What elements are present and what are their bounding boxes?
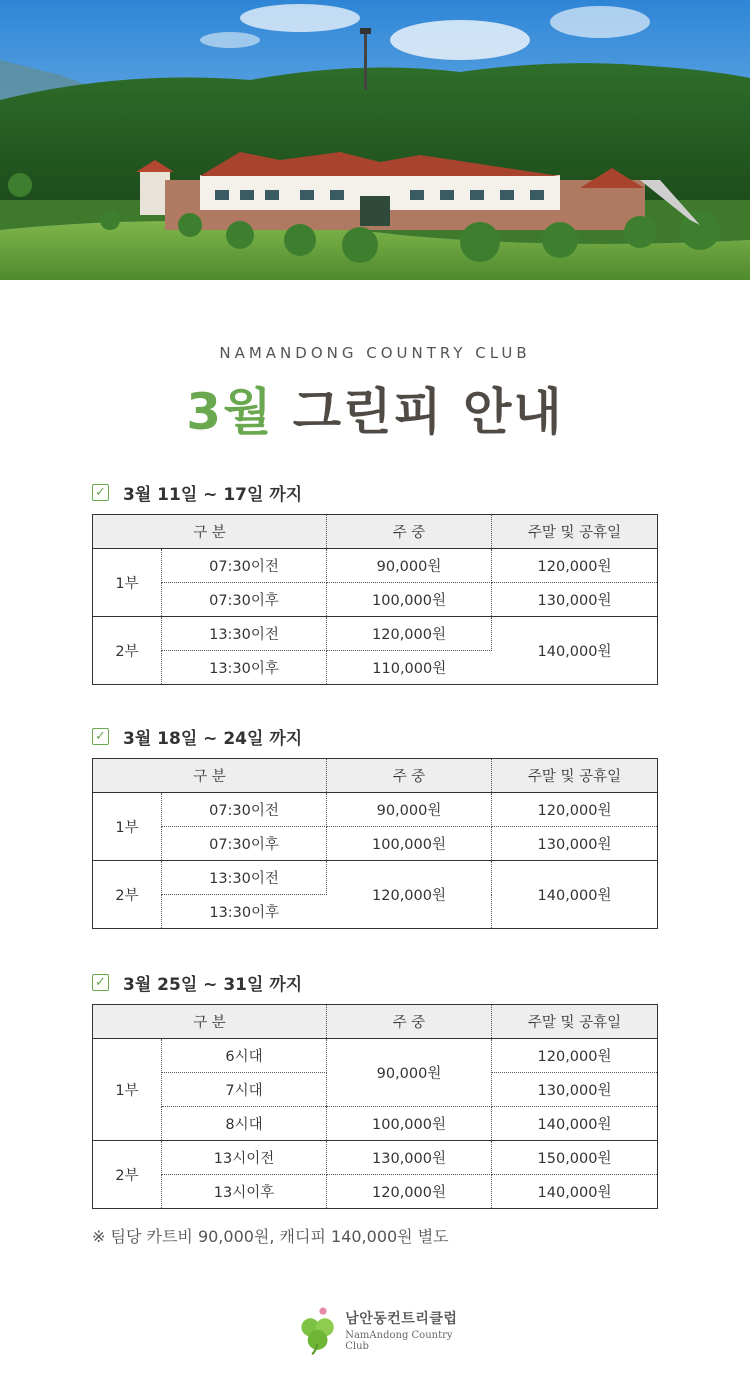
time-cell: 07:30이후 (162, 827, 327, 861)
weekend-price: 120,000원 (492, 1039, 658, 1073)
table-row (93, 1039, 658, 1073)
header-weekend: 주말 및 공휴일 (492, 759, 658, 793)
weekday-price: 120,000원 (327, 861, 492, 929)
weekend-price: 150,000원 (492, 1141, 658, 1175)
weekend-price: 140,000원 (492, 1107, 658, 1141)
weekday-price: 90,000원 (327, 549, 492, 583)
table-header-row (93, 515, 658, 549)
time-cell: 13:30이후 (162, 895, 327, 929)
clover-logo-icon (296, 1301, 339, 1359)
header-weekday: 주 중 (327, 515, 492, 549)
section-heading (92, 480, 657, 504)
weekend-price: 130,000원 (492, 1073, 658, 1107)
checkbox-check-icon: ✓ (92, 728, 109, 745)
header-weekend: 주말 및 공휴일 (492, 1005, 658, 1039)
time-cell: 13시이전 (162, 1141, 327, 1175)
fee-table (92, 1004, 658, 1209)
part-label: 1부 (93, 549, 162, 617)
time-cell: 07:30이후 (162, 583, 327, 617)
table-row (93, 583, 658, 617)
header-weekday: 주 중 (327, 1005, 492, 1039)
page-title (0, 372, 750, 444)
checkbox-check-icon: ✓ (92, 974, 109, 991)
weekend-price: 120,000원 (492, 549, 658, 583)
fee-table (92, 758, 658, 929)
table-row (93, 549, 658, 583)
section-heading (92, 724, 657, 748)
header-weekend: 주말 및 공휴일 (492, 515, 658, 549)
weekday-price: 100,000원 (327, 827, 492, 861)
time-cell: 13시이후 (162, 1175, 327, 1209)
time-cell: 13:30이전 (162, 861, 327, 895)
table-header-row (93, 1005, 658, 1039)
title-text: 그린피 안내 (273, 383, 564, 441)
section-title: 3월 11일 ~ 17일 까지 (123, 484, 303, 505)
weekend-price: 120,000원 (492, 793, 658, 827)
section-title: 3월 18일 ~ 24일 까지 (123, 728, 303, 749)
weekend-price: 130,000원 (492, 827, 658, 861)
section-title: 3월 25일 ~ 31일 까지 (123, 974, 303, 995)
time-cell: 07:30이전 (162, 793, 327, 827)
club-logo (296, 1300, 466, 1360)
fee-table (92, 514, 658, 685)
part-label: 2부 (93, 617, 162, 685)
logo-text (345, 1308, 466, 1352)
weekend-price: 130,000원 (492, 583, 658, 617)
fee-section-2 (92, 724, 657, 929)
part-label: 2부 (93, 861, 162, 929)
time-cell: 7시대 (162, 1073, 327, 1107)
part-label: 1부 (93, 793, 162, 861)
weekday-price: 110,000원 (327, 651, 492, 685)
hero-photo (0, 0, 750, 280)
header-category: 구 분 (93, 1005, 327, 1039)
logo-english-name: NamAndong Country Club (345, 1330, 453, 1352)
table-row (93, 827, 658, 861)
time-cell: 6시대 (162, 1039, 327, 1073)
extra-fee-note: ※ 팀당 카트비 90,000원, 캐디피 140,000원 별도 (92, 1227, 449, 1246)
weekend-price: 140,000원 (492, 1175, 658, 1209)
fee-section-1 (92, 480, 657, 685)
logo-korean-name: 남안동컨트리클럽 (345, 1311, 458, 1327)
title-month: 3월 (186, 383, 274, 441)
table-header-row (93, 759, 658, 793)
table-row (93, 617, 658, 651)
weekday-price: 100,000원 (327, 1107, 492, 1141)
table-row (93, 1175, 658, 1209)
header-weekday: 주 중 (327, 759, 492, 793)
header-category: 구 분 (93, 515, 327, 549)
weekday-price: 120,000원 (327, 617, 492, 651)
time-cell: 13:30이전 (162, 617, 327, 651)
club-name-subtitle: NAMANDONG COUNTRY CLUB (219, 344, 531, 362)
time-cell: 07:30이전 (162, 549, 327, 583)
weekday-price: 120,000원 (327, 1175, 492, 1209)
part-label: 1부 (93, 1039, 162, 1141)
part-label: 2부 (93, 1141, 162, 1209)
weekday-price: 100,000원 (327, 583, 492, 617)
fee-section-3 (92, 970, 657, 1209)
section-heading (92, 970, 657, 994)
table-row (93, 1107, 658, 1141)
time-cell: 13:30이후 (162, 651, 327, 685)
weekday-price: 90,000원 (327, 1039, 492, 1107)
header-category: 구 분 (93, 759, 327, 793)
weekday-price: 90,000원 (327, 793, 492, 827)
table-row (93, 1141, 658, 1175)
table-row (93, 793, 658, 827)
weekday-price: 130,000원 (327, 1141, 492, 1175)
checkbox-check-icon: ✓ (92, 484, 109, 501)
weekend-price: 140,000원 (492, 861, 658, 929)
weekend-price: 140,000원 (492, 617, 658, 685)
time-cell: 8시대 (162, 1107, 327, 1141)
table-row (93, 861, 658, 895)
